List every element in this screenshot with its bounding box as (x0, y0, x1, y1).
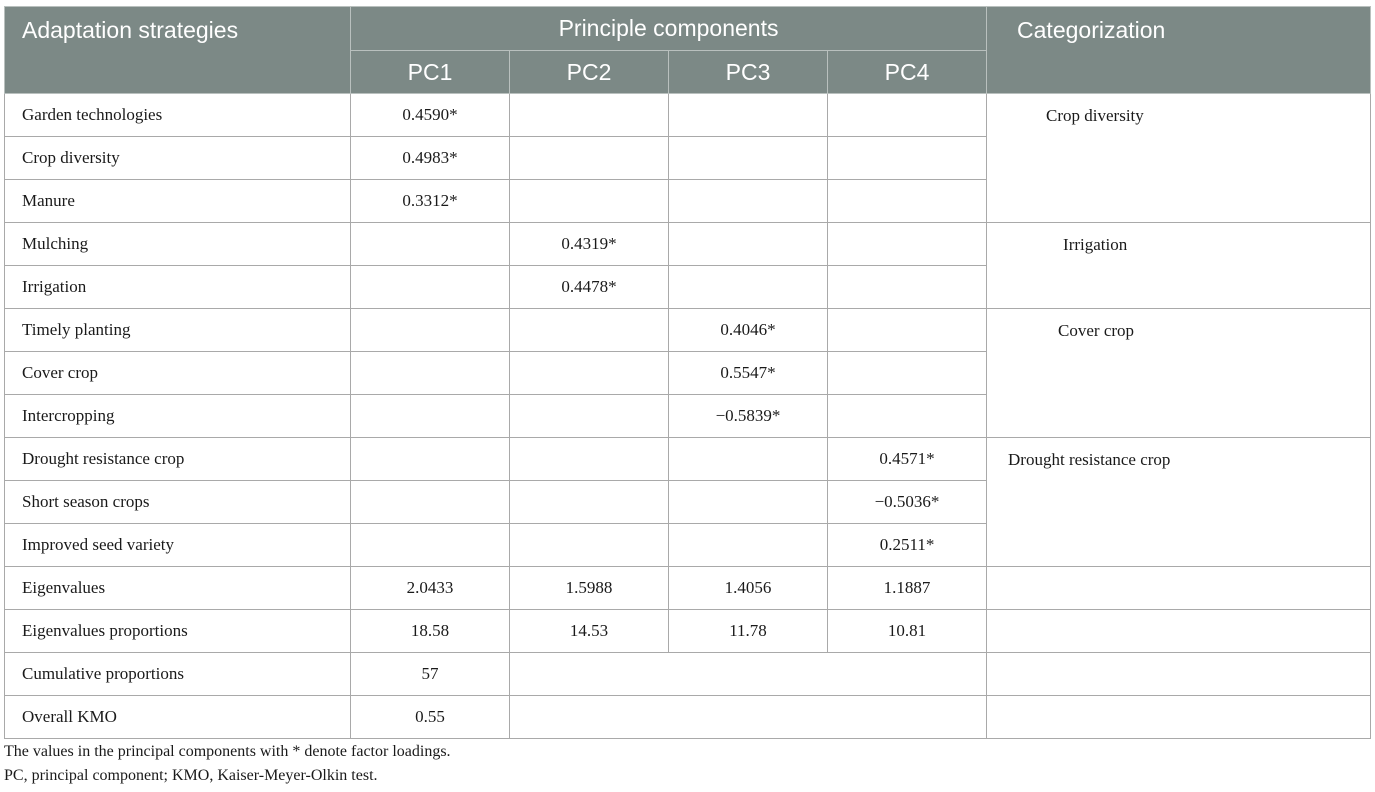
category-drought-resistance-crop: Drought resistance crop (987, 438, 1371, 567)
header-pc1: PC1 (351, 51, 510, 94)
pc1-value (351, 266, 510, 309)
empty-category-cell (987, 653, 1371, 696)
table-row (5, 94, 1371, 137)
eigenvalue-pc2: 1.5988 (510, 567, 669, 610)
cumulative-value: 57 (351, 653, 510, 696)
pc3-value (669, 223, 828, 266)
header-row (5, 7, 1371, 51)
pc4-value (828, 309, 987, 352)
category-irrigation: Irrigation (987, 223, 1371, 309)
kmo-label: Overall KMO (5, 696, 351, 739)
pca-table (4, 6, 1371, 739)
category-cover-crop: Cover crop (987, 309, 1371, 438)
kmo-value: 0.55 (351, 696, 510, 739)
row-label: Irrigation (5, 266, 351, 309)
pc2-value (510, 94, 669, 137)
eigenvalue-pc3: 1.4056 (669, 567, 828, 610)
row-label: Improved seed variety (5, 524, 351, 567)
pc2-value (510, 481, 669, 524)
pc2-value (510, 524, 669, 567)
footnote-factor-loadings: The values in the principal components with * denote factor loadings. (4, 743, 451, 760)
row-label: Mulching (5, 223, 351, 266)
pc3-value (669, 438, 828, 481)
pc4-value (828, 223, 987, 266)
pc2-value: 0.4478* (510, 266, 669, 309)
eigenvalues-label: Eigenvalues (5, 567, 351, 610)
pc2-value: 0.4319* (510, 223, 669, 266)
pc3-value (669, 524, 828, 567)
pc4-value (828, 352, 987, 395)
pc2-value (510, 180, 669, 223)
row-label: Manure (5, 180, 351, 223)
pc4-value: 0.4571* (828, 438, 987, 481)
empty-cell (510, 653, 987, 696)
pc1-value: 0.4590* (351, 94, 510, 137)
pc2-value (510, 395, 669, 438)
pc1-value (351, 524, 510, 567)
empty-category-cell (987, 696, 1371, 739)
header-pc3: PC3 (669, 51, 828, 94)
pc3-value (669, 481, 828, 524)
eigen-proportions-row (5, 610, 1371, 653)
pc2-value (510, 137, 669, 180)
row-label: Crop diversity (5, 137, 351, 180)
pc1-value (351, 395, 510, 438)
header-pc4: PC4 (828, 51, 987, 94)
pc2-value (510, 438, 669, 481)
pc1-value (351, 352, 510, 395)
eigen-proportion-pc3: 11.78 (669, 610, 828, 653)
row-label: Short season crops (5, 481, 351, 524)
pc3-value: 0.4046* (669, 309, 828, 352)
pc4-value (828, 94, 987, 137)
empty-category-cell (987, 610, 1371, 653)
table-row (5, 438, 1371, 481)
pc1-value (351, 309, 510, 352)
pc3-value: 0.5547* (669, 352, 828, 395)
row-label: Timely planting (5, 309, 351, 352)
empty-cell (510, 696, 987, 739)
header-principle-components: Principle components (351, 7, 987, 51)
kmo-row (5, 696, 1371, 739)
pc3-value (669, 94, 828, 137)
header-pc2: PC2 (510, 51, 669, 94)
eigenvalues-row (5, 567, 1371, 610)
pc3-value (669, 137, 828, 180)
pc4-value (828, 266, 987, 309)
pc4-value: −0.5036* (828, 481, 987, 524)
row-label: Cover crop (5, 352, 351, 395)
cumulative-row (5, 653, 1371, 696)
pc4-value (828, 137, 987, 180)
pc1-value (351, 481, 510, 524)
eigenvalue-pc4: 1.1887 (828, 567, 987, 610)
cumulative-label: Cumulative proportions (5, 653, 351, 696)
eigen-proportion-pc2: 14.53 (510, 610, 669, 653)
pc1-value (351, 223, 510, 266)
table-row (5, 309, 1371, 352)
table-row (5, 223, 1371, 266)
eigen-proportions-label: Eigenvalues proportions (5, 610, 351, 653)
row-label: Drought resistance crop (5, 438, 351, 481)
eigen-proportion-pc1: 18.58 (351, 610, 510, 653)
pc1-value: 0.3312* (351, 180, 510, 223)
pc4-value (828, 395, 987, 438)
eigenvalue-pc1: 2.0433 (351, 567, 510, 610)
pc1-value (351, 438, 510, 481)
pc2-value (510, 352, 669, 395)
pc4-value (828, 180, 987, 223)
pc2-value (510, 309, 669, 352)
pc4-value: 0.2511* (828, 524, 987, 567)
eigen-proportion-pc4: 10.81 (828, 610, 987, 653)
row-label: Garden technologies (5, 94, 351, 137)
pc3-value: −0.5839* (669, 395, 828, 438)
category-crop-diversity: Crop diversity (987, 94, 1371, 223)
pc1-value: 0.4983* (351, 137, 510, 180)
header-categorization: Categorization (987, 7, 1371, 94)
empty-category-cell (987, 567, 1371, 610)
pc3-value (669, 266, 828, 309)
header-adaptation-strategies: Adaptation strategies (5, 7, 351, 94)
footnote-abbreviations: PC, principal component; KMO, Kaiser-Meyer-Olkin test. (4, 767, 378, 784)
row-label: Intercropping (5, 395, 351, 438)
pc3-value (669, 180, 828, 223)
